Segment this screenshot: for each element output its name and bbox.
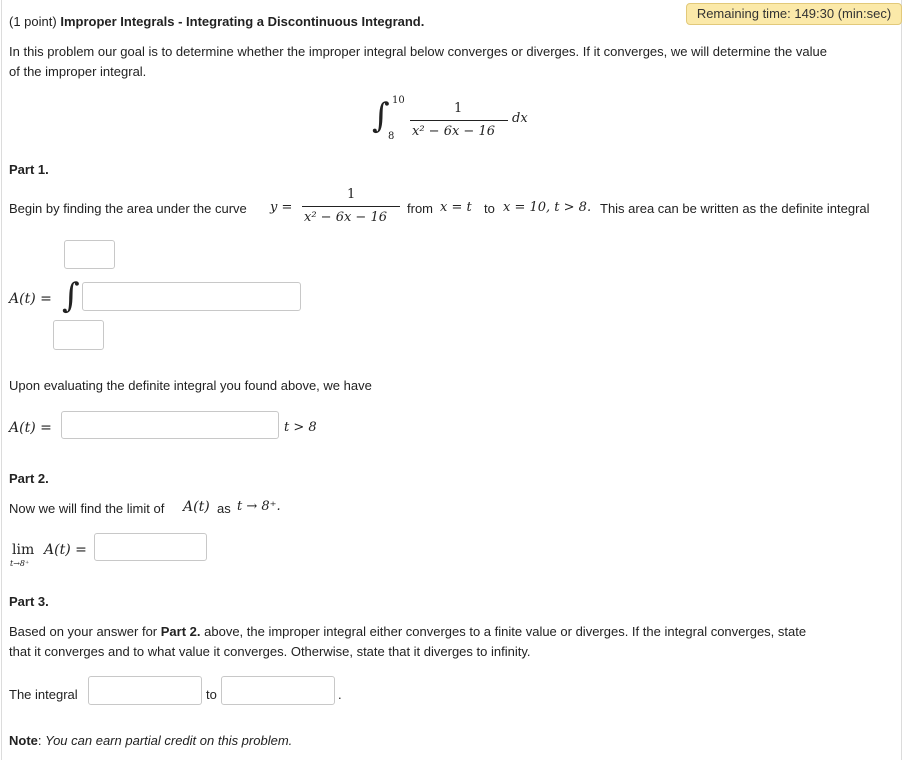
intro-line-1: In this problem our goal is to determine whether the improper integral below converges or diverges. If it converges, we will determine the value xyxy=(9,44,827,59)
integral-denominator: x² − 6x − 16 xyxy=(412,124,496,139)
points-label: (1 point) xyxy=(9,14,57,29)
evaluating-text: Upon evaluating the definite integral you found above, we have xyxy=(9,378,372,393)
note-text: You can earn partial credit on this problem. xyxy=(45,733,293,748)
limit-answer-input[interactable] xyxy=(94,533,207,561)
part2-heading: Part 2. xyxy=(9,471,49,486)
part3-line-1 xyxy=(9,624,806,639)
part2-as-text: as xyxy=(217,501,231,516)
part1-fraction-bar xyxy=(302,206,400,207)
part3-line1-bold: Part 2. xyxy=(160,624,201,639)
integral-value-input[interactable] xyxy=(221,676,335,705)
the-integral-label: The integral xyxy=(9,687,78,702)
part1-fraction-denominator: x² − 6x − 16 xyxy=(304,210,388,225)
A-of-t-label-2: A(t) = xyxy=(9,420,52,436)
part2-t-arrow: t → 8⁺. xyxy=(237,499,281,514)
period-mark: . xyxy=(338,687,342,702)
integral-fraction-bar xyxy=(410,120,508,121)
integral-dx: dx xyxy=(512,111,528,126)
lim-subscript: t→8⁺ xyxy=(10,559,30,568)
remaining-time-badge: Remaining time: 149:30 (min:sec) xyxy=(686,3,902,25)
part1-x-eq-t: x = t xyxy=(440,200,472,215)
part2-text-before: Now we will find the limit of xyxy=(9,501,165,516)
part1-begin-text: Begin by finding the area under the curve xyxy=(9,201,247,216)
part3-line1-post: above, the improper integral either converges to a finite value or diverges. If the integral converges, state xyxy=(204,624,807,639)
definite-integral-sign: ∫ xyxy=(62,276,80,316)
part1-tail-text: This area can be written as the definite integral xyxy=(600,201,870,216)
note-label: Note xyxy=(9,733,38,748)
lower-limit-input[interactable] xyxy=(53,320,104,350)
part1-x-eq-10: x = 10, t > 8. xyxy=(503,200,592,215)
lim-A-of-t: A(t) = xyxy=(44,542,87,558)
part1-fraction-numerator: 1 xyxy=(347,187,356,202)
part3-line-2: that it converges and to what value it converges. Otherwise, state that it diverges to infinity. xyxy=(9,644,531,659)
integral-numerator: 1 xyxy=(454,101,463,116)
part3-heading: Part 3. xyxy=(9,594,49,609)
part2-A-of-t: A(t) xyxy=(183,499,210,515)
part1-y-equals: y = xyxy=(270,200,293,215)
A-of-t-label: A(t) = xyxy=(9,291,52,307)
upper-limit-input[interactable] xyxy=(64,240,115,269)
to-label: to xyxy=(206,687,217,702)
part1-to-text: to xyxy=(484,201,495,216)
integral-sign: ∫ xyxy=(372,96,390,136)
lim-label: lim xyxy=(12,542,35,558)
integral-lower-limit: 8 xyxy=(388,131,395,142)
part1-heading: Part 1. xyxy=(9,162,49,177)
part3-line1-pre: Based on your answer for xyxy=(9,624,158,639)
t-greater-than-8: t > 8 xyxy=(284,420,317,435)
A-of-t-answer-input[interactable] xyxy=(61,411,279,439)
problem-title: Improper Integrals - Integrating a Discontinuous Integrand. xyxy=(60,14,425,29)
note-line: Note: You can earn partial credit on this problem. xyxy=(9,733,293,748)
part1-from-text: from xyxy=(407,201,433,216)
intro-line-2: of the improper integral. xyxy=(9,64,147,79)
problem-header xyxy=(9,14,424,29)
converges-diverges-input[interactable] xyxy=(88,676,202,705)
integral-upper-limit: 10 xyxy=(392,95,405,106)
integrand-input[interactable] xyxy=(82,282,301,311)
